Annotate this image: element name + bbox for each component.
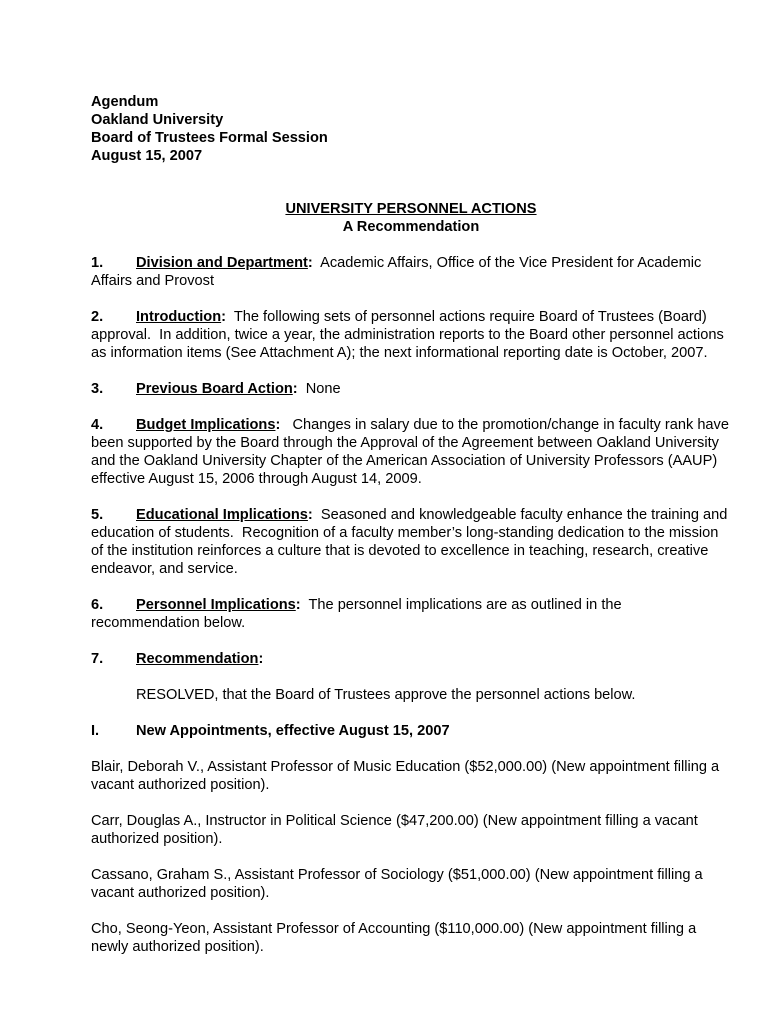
section-6: 6. Personnel Implications: The personnel implications are as outlined in the recommendation below.: [91, 597, 626, 631]
section-text: None: [297, 381, 341, 397]
section-number: 5.: [91, 507, 104, 523]
section-heading: Recommendation: [136, 651, 259, 667]
appointment-entry: Carr, Douglas A., Instructor in Political Science ($47,200.00) (New appointment filling a vacant authorized position).: [91, 813, 698, 847]
section-number: 6.: [91, 597, 104, 613]
section-4: 4. Budget Implications: Changes in salary due to the promotion/change in faculty rank have been supported by the Board through the Approval of the Agreement between Oakland University and the Oakland University Chapter of the American Association of University Professors (AAUP) effective August 15, 2006 through August 14, 2009.: [91, 417, 734, 487]
section-heading: Budget Implications: [136, 417, 276, 433]
appointments-heading: [91, 722, 731, 740]
appointments-title: New Appointments, effective August 15, 2007: [136, 723, 450, 739]
section-2: 2. Introduction: The following sets of personnel actions require Board of Trustees (Board) approval. In addition, twice a year, the administration reports to the Board other personnel actions as information items (See Attachment A); the next informational reporting date is October, 2007.: [91, 309, 728, 361]
section-heading: Division and Department: [136, 255, 308, 271]
section-number: 1.: [91, 255, 104, 271]
section-text: The following sets of personnel actions require Board of Trustees (Board) approval. In addition, twice a year, the administration reports to the Board other personnel actions as information items (See Attachment A); the next informational reporting date is October, 2007.: [91, 309, 728, 361]
section-number: 2.: [91, 309, 104, 325]
university-name: Oakland University: [91, 112, 224, 128]
section-heading: Personnel Implications: [136, 597, 296, 613]
section-number: 3.: [91, 381, 104, 397]
document-page: [91, 93, 734, 956]
title-sub: A Recommendation: [342, 219, 480, 235]
section-heading: Previous Board Action: [136, 381, 293, 397]
session-name: Board of Trustees Formal Session: [91, 130, 328, 146]
appointments-number: I.: [91, 723, 100, 739]
appointment-entry: Cho, Seong-Yeon, Assistant Professor of Accounting ($110,000.00) (New appointment filling a newly authorized position).: [91, 921, 697, 955]
section-number: 4.: [91, 417, 104, 433]
section-5: 5. Educational Implications: Seasoned and knowledgeable faculty enhance the training and education of students. Recognition of a faculty member’s long-standing dedication to the mission of the institution reinforces a culture that is devoted to excellence in teaching, research, creative endeavor, and service.: [91, 507, 732, 577]
section-7: 7. Recommendation:: [91, 651, 264, 667]
agendum-header: [91, 93, 731, 165]
title-main: UNIVERSITY PERSONNEL ACTIONS: [285, 201, 537, 217]
section-text: The personnel implications are as outlined in the recommendation below.: [91, 597, 626, 631]
section-text: Seasoned and knowledgeable faculty enhance the training and education of students. Recognition of a faculty member’s long-standing dedication to the mission of the institution reinforces a culture that is devoted to excellence in teaching, research, creative endeavor, and service.: [91, 507, 732, 577]
section-heading: Educational Implications: [136, 507, 308, 523]
document-title: [91, 200, 731, 236]
resolution-text: RESOLVED, that the Board of Trustees approve the personnel actions below.: [136, 687, 636, 703]
appointment-entry: Cassano, Graham S., Assistant Professor of Sociology ($51,000.00) (New appointment filling a vacant authorized position).: [91, 867, 703, 901]
section-number: 7.: [91, 651, 104, 667]
appointment-entry: Blair, Deborah V., Assistant Professor of Music Education ($52,000.00) (New appointment filling a vacant authorized position).: [91, 759, 720, 793]
section-3: 3. Previous Board Action: None: [91, 381, 341, 397]
session-date: August 15, 2007: [91, 148, 203, 164]
agendum-label: Agendum: [91, 94, 159, 110]
section-heading: Introduction: [136, 309, 222, 325]
section-text: Academic Affairs, Office of the Vice President for Academic Affairs and Provost: [91, 255, 705, 289]
section-1: 1. Division and Department: Academic Affairs, Office of the Vice President for Academic Affairs and Provost: [91, 255, 705, 289]
section-text: Changes in salary due to the promotion/change in faculty rank have been supported by the Board through the Approval of the Agreement between Oakland University and the Oakland University Chapter of the American Association of University Professors (AAUP) effective August 15, 2006 through August 14, 2009.: [91, 417, 734, 487]
